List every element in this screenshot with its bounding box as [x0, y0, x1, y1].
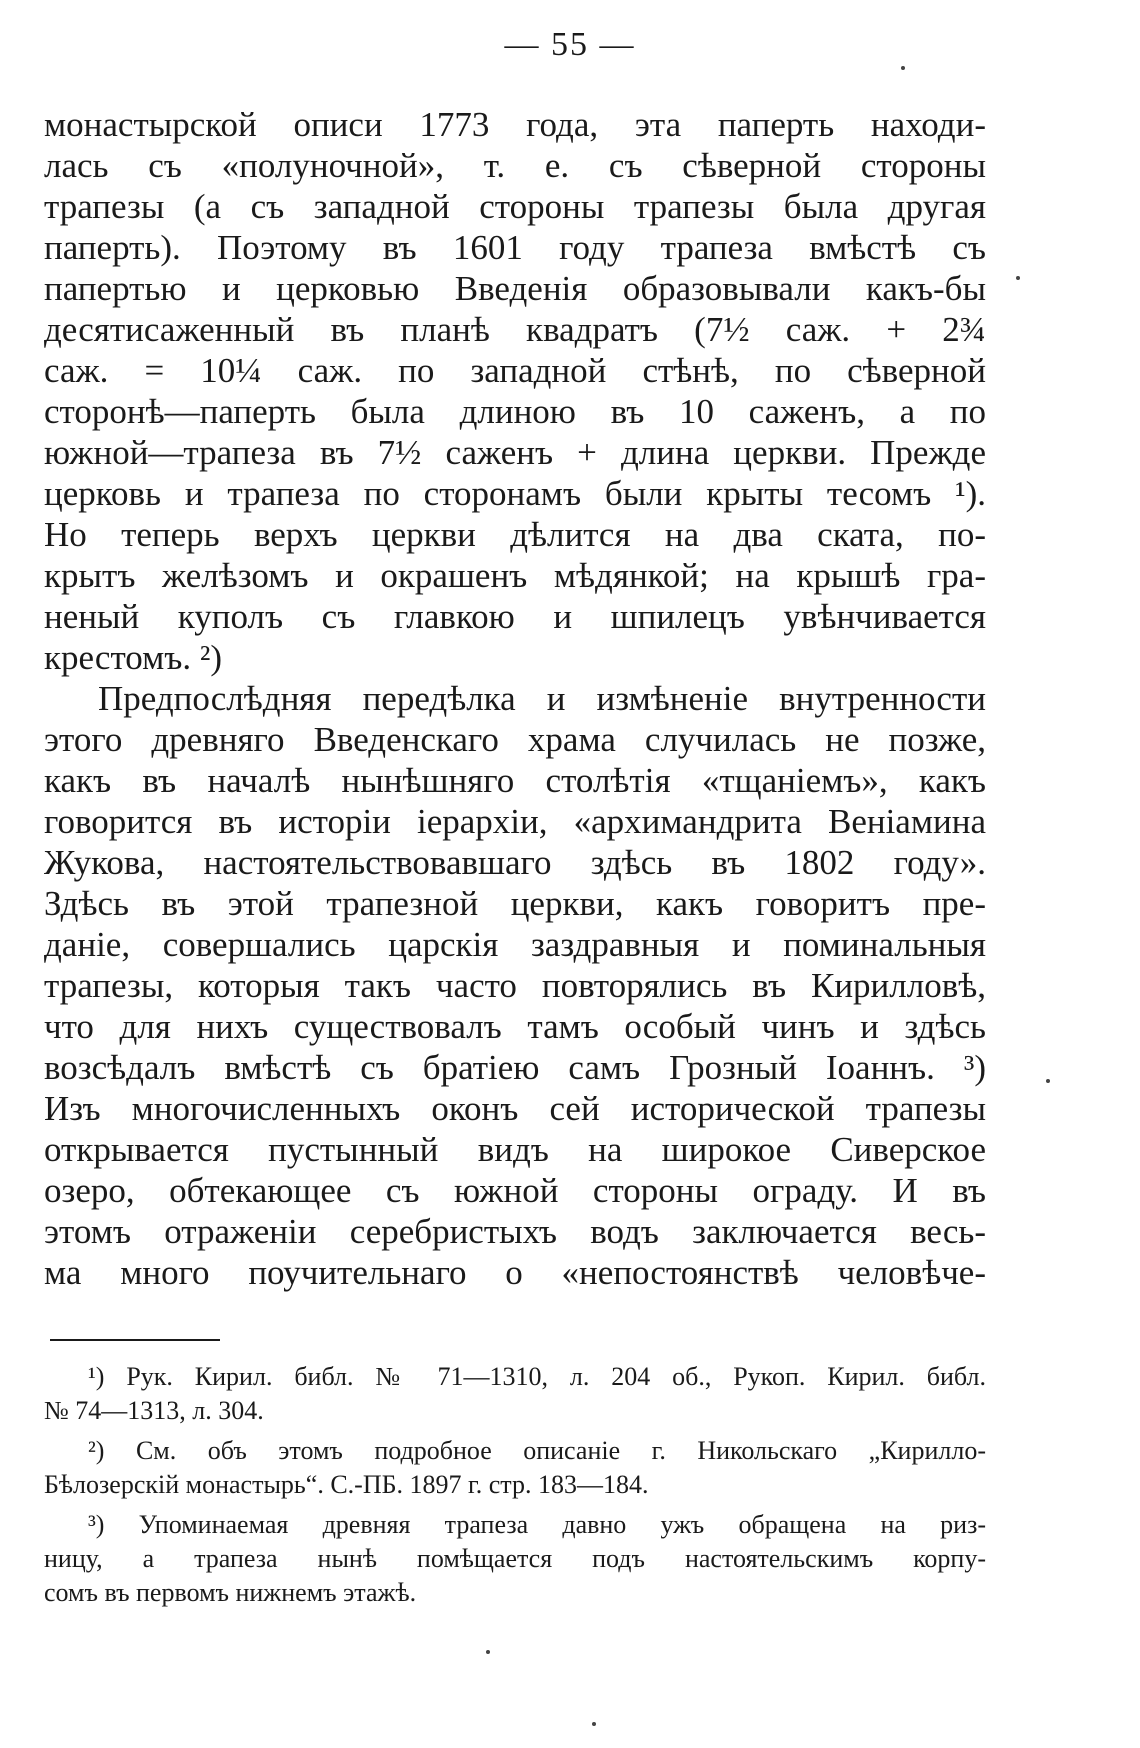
footnote-line: № 74—1313, л. 304. [44, 1396, 264, 1425]
text-line: открывается пустынный видъ на широкое Сиверское [44, 1130, 986, 1169]
footnote-line: ³) Упоминаемая древняя трапеза давно ужъ обращена на риз- [88, 1510, 986, 1539]
text-line: Но теперь верхъ церкви дѣлится на два ската, по- [44, 515, 986, 554]
footnote [44, 1360, 986, 1428]
text-line: этомъ отраженіи серебристыхъ водъ заключается весь- [44, 1212, 986, 1251]
footnote [44, 1508, 986, 1610]
footnote-line: ²) См. объ этомъ подробное описаніе г. Никольскаго „Кирилло- [88, 1436, 986, 1465]
text-line: сторонѣ—паперть была длиною въ 10 саженъ, а по [44, 392, 986, 431]
text-line: церковь и трапеза по сторонамъ были крыты тесомъ ¹). [44, 474, 986, 513]
text-line: десятисаженный въ планѣ квадратъ (7½ саж. + 2¾ [44, 310, 986, 349]
text-line: Здѣсь въ этой трапезной церкви, какъ говоритъ пре- [44, 884, 986, 923]
main-text [44, 104, 986, 1293]
text-line: лась съ «полуночной», т. е. съ сѣверной стороны [44, 146, 986, 185]
text-line: Предпослѣдняя передѣлка и измѣненіе внутренности [98, 679, 986, 718]
footnote-line: сомъ въ первомъ нижнемъ этажѣ. [44, 1578, 417, 1607]
text-line: даніе, совершались царскія заздравныя и поминальныя [44, 925, 986, 964]
text-line: крытъ желѣзомъ и окрашенъ мѣдянкой; на крышѣ гра- [44, 556, 986, 595]
text-line: этого древняго Введенскаго храма случилась не позже, [44, 720, 986, 759]
footnote-separator [50, 1339, 220, 1341]
text-line: крестомъ. ²) [44, 638, 223, 677]
print-speck [1016, 276, 1020, 280]
text-line: возсѣдалъ вмѣстѣ съ братіею самъ Грозный Іоаннъ. ³) [44, 1048, 986, 1087]
text-line: какъ въ началѣ нынѣшняго столѣтія «тщаніемъ», какъ [44, 761, 986, 800]
print-speck [901, 66, 905, 70]
text-line: говорится въ исторіи іерархіи, «архимандрита Веніамина [44, 802, 986, 841]
print-speck [1046, 1079, 1050, 1083]
footnote-line: ¹) Рук. Кирил. библ. № 71—1310, л. 204 об., Рукоп. Кирил. библ. [88, 1362, 986, 1391]
footnote-line: Бѣлозерскій монастырь“. С.-ПБ. 1897 г. стр. 183—184. [44, 1470, 649, 1499]
text-line: ма много поучительнаго о «непостоянствѣ человѣче- [44, 1253, 986, 1292]
text-line: папертью и церковью Введенія образовывали какъ-бы [44, 269, 986, 308]
text-line: южной—трапеза въ 7½ саженъ + длина церкви. Прежде [44, 433, 986, 472]
text-line: саж. = 10¼ саж. по западной стѣнѣ, по сѣверной [44, 351, 986, 390]
text-line: паперть). Поэтому въ 1601 году трапеза вмѣстѣ съ [44, 228, 986, 267]
print-speck [486, 1650, 490, 1654]
text-line: монастырской описи 1773 года, эта паперть находи- [44, 105, 986, 144]
text-line: что для нихъ существовалъ тамъ особый чинъ и здѣсь [44, 1007, 986, 1046]
text-line: неный куполъ съ главкою и шпилецъ увѣнчивается [44, 597, 986, 636]
text-line: трапезы (а съ западной стороны трапезы была другая [44, 187, 986, 226]
text-line: Жукова, настоятельствовавшаго здѣсь въ 1802 году». [44, 843, 986, 882]
footnote-line: ницу, а трапеза нынѣ помѣщается подъ настоятельскимъ корпу- [44, 1544, 986, 1573]
page-number: — 55 — [504, 26, 636, 63]
text-line: Изъ многочисленныхъ оконъ сей исторической трапезы [44, 1089, 986, 1128]
print-speck [592, 1722, 596, 1726]
footnote [44, 1434, 986, 1502]
text-line: озеро, обтекающее съ южной стороны ограду. И въ [44, 1171, 986, 1210]
footnotes [44, 1360, 986, 1610]
text-line: трапезы, которыя такъ часто повторялись въ Кирилловѣ, [44, 966, 986, 1005]
